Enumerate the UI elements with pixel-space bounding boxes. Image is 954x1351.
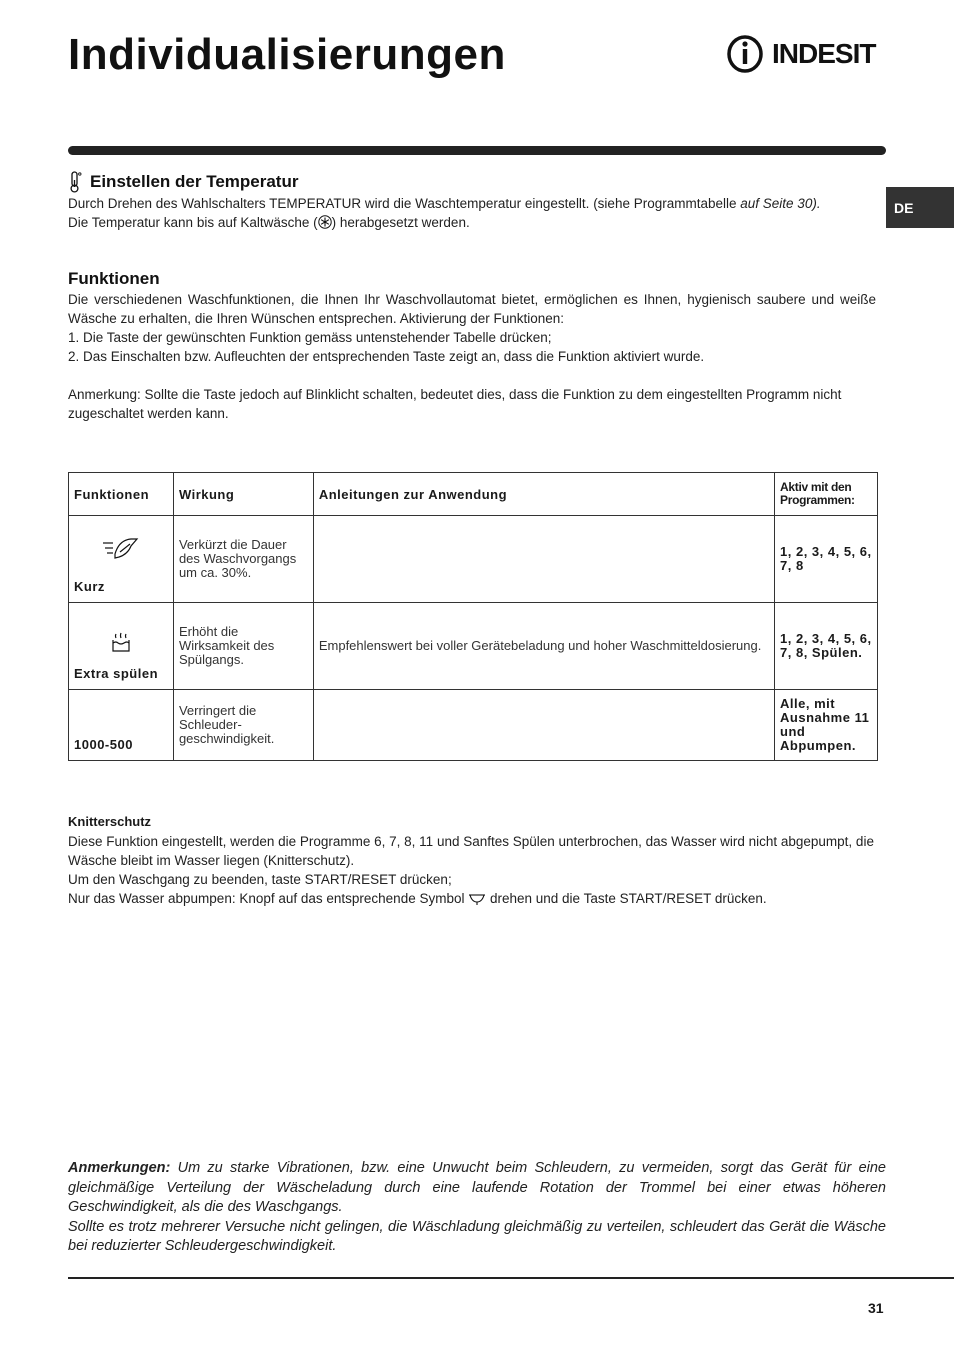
functions-heading: Funktionen <box>68 269 160 288</box>
notes-block <box>68 1159 886 1257</box>
temperature-page-ref: auf Seite 30). <box>740 196 821 211</box>
function-programs: 1, 2, 3, 4, 5, 6, 7, 8 <box>775 516 878 603</box>
extra-rinse-icon <box>110 631 132 653</box>
function-effect: Verkürzt die Dauer des Waschvorgangs um ca. 30%. <box>173 516 313 603</box>
functions-intro: Die verschiedenen Waschfunktionen, die Ihnen Ihr Waschvollautomat bietet, ermöglichen es Ihnen, hygienisch saubere und weiße Wäsche zu erhalten, die Ihren Wünschen entsprechen. Aktivierung der Funktionen: <box>68 292 876 326</box>
indesit-logo-icon <box>726 34 766 74</box>
notes-label: Anmerkungen: <box>68 1160 171 1176</box>
notes-text-2: Sollte es trotz mehrerer Versuche nicht gelingen, die Wäschladung gleichmäßig zu verteilen, schleudert das Gerät die Wäsche bei reduzierter Schleudergeschwindigkeit. <box>68 1218 886 1254</box>
notes-paragraph-1 <box>68 1159 886 1218</box>
table-row <box>69 690 878 761</box>
knitterschutz-heading: Knitterschutz <box>68 814 152 829</box>
temperature-heading-text: Einstellen der Temperatur <box>90 172 299 191</box>
notes-text-1: Um zu starke Vibrationen, bzw. eine Unwucht beim Schleudern, zu vermeiden, sorgt das Gerät für eine gleichmäßige Verteilung der Wäscheladung durch eine laufende Rotation der Trommel bei einer etwas höheren Geschwindigkeit, als die des Waschgangs. <box>68 1160 886 1215</box>
col-header-effect: Wirkung <box>173 473 313 516</box>
function-programs: 1, 2, 3, 4, 5, 6, 7, 8, Spülen. <box>775 603 878 690</box>
function-effect: Verringert die Schleuder-geschwindigkeit. <box>173 690 313 761</box>
knitterschutz-line1: Diese Funktion eingestellt, werden die Programme 6, 7, 8, 11 und Sanftes Spülen unterbrochen, das Wasser wird nicht abgepumpt, die Wäsche bleibt im Wasser liegen (Knitterschutz). <box>68 834 874 868</box>
temperature-heading <box>68 171 298 193</box>
thermometer-icon <box>68 171 82 193</box>
knitterschutz-line2: Um den Waschgang zu beenden, taste START/RESET drücken; <box>68 872 452 887</box>
temperature-line1-text: Durch Drehen des Wahlschalters TEMPERATUR wird die Waschtemperatur eingestellt. (siehe Programmtabelle <box>68 196 741 211</box>
temperature-line2-end: ) herabgesetzt werden. <box>331 215 470 230</box>
brand-logo <box>726 34 886 74</box>
knitterschutz-line3-end: drehen und die Taste START/RESET drücken. <box>486 891 767 906</box>
function-programs: Alle, mit Ausnahme 11 und Abpumpen. <box>775 690 878 761</box>
header-divider <box>68 146 886 155</box>
col-header-functions: Funktionen <box>69 473 174 516</box>
function-name-cell <box>69 603 174 690</box>
page-title: Individualisierungen <box>68 30 506 79</box>
knitterschutz-text <box>68 832 888 908</box>
quick-wash-icon <box>101 534 141 562</box>
functions-note: Anmerkung: Sollte die Taste jedoch auf Blinklicht schalten, bedeutet dies, dass die Funktion zu dem eingestellten Programm nicht zugeschaltet werden kann. <box>68 387 842 421</box>
brand-name: INDESIT <box>772 38 876 69</box>
temperature-line2-text: Die Temperatur kann bis auf Kaltwäsche ( <box>68 215 318 230</box>
functions-step-1: 1. Die Taste der gewünschten Funktion gemäss untenstehender Tabelle drücken; <box>68 330 552 345</box>
functions-text <box>68 290 876 423</box>
language-tab: DE <box>886 187 954 228</box>
table-header-row <box>69 473 878 516</box>
functions-table <box>68 472 878 761</box>
function-instructions <box>313 690 774 761</box>
function-name: Kurz <box>74 579 105 594</box>
col-header-programs: Aktiv mit den Programmen: <box>775 473 878 516</box>
knitterschutz-line3-text: Nur das Wasser abpumpen: Knopf auf das entsprechende Symbol <box>68 891 469 906</box>
drain-icon <box>468 892 486 906</box>
col-header-instructions: Anleitungen zur Anwendung <box>313 473 774 516</box>
table-row <box>69 603 878 690</box>
function-name: Extra spülen <box>74 666 159 681</box>
table-row <box>69 516 878 603</box>
snowflake-icon <box>318 215 332 229</box>
function-name-cell <box>69 516 174 603</box>
knitterschutz-line3 <box>68 889 888 908</box>
function-effect: Erhöht die Wirksamkeit des Spülgangs. <box>173 603 313 690</box>
function-name: 1000-500 <box>74 737 133 752</box>
temperature-text <box>68 194 888 232</box>
function-instructions <box>313 516 774 603</box>
temperature-line1 <box>68 194 888 213</box>
function-name-cell <box>69 690 174 761</box>
footer-divider <box>68 1277 954 1279</box>
function-instructions: Empfehlenswert bei voller Gerätebeladung und hoher Waschmitteldosierung. <box>313 603 774 690</box>
functions-step-2: 2. Das Einschalten bzw. Aufleuchten der entsprechenden Taste zeigt an, dass die Funktion aktiviert wurde. <box>68 349 705 364</box>
temperature-line2 <box>68 213 888 232</box>
page-number: 31 <box>868 1300 884 1316</box>
